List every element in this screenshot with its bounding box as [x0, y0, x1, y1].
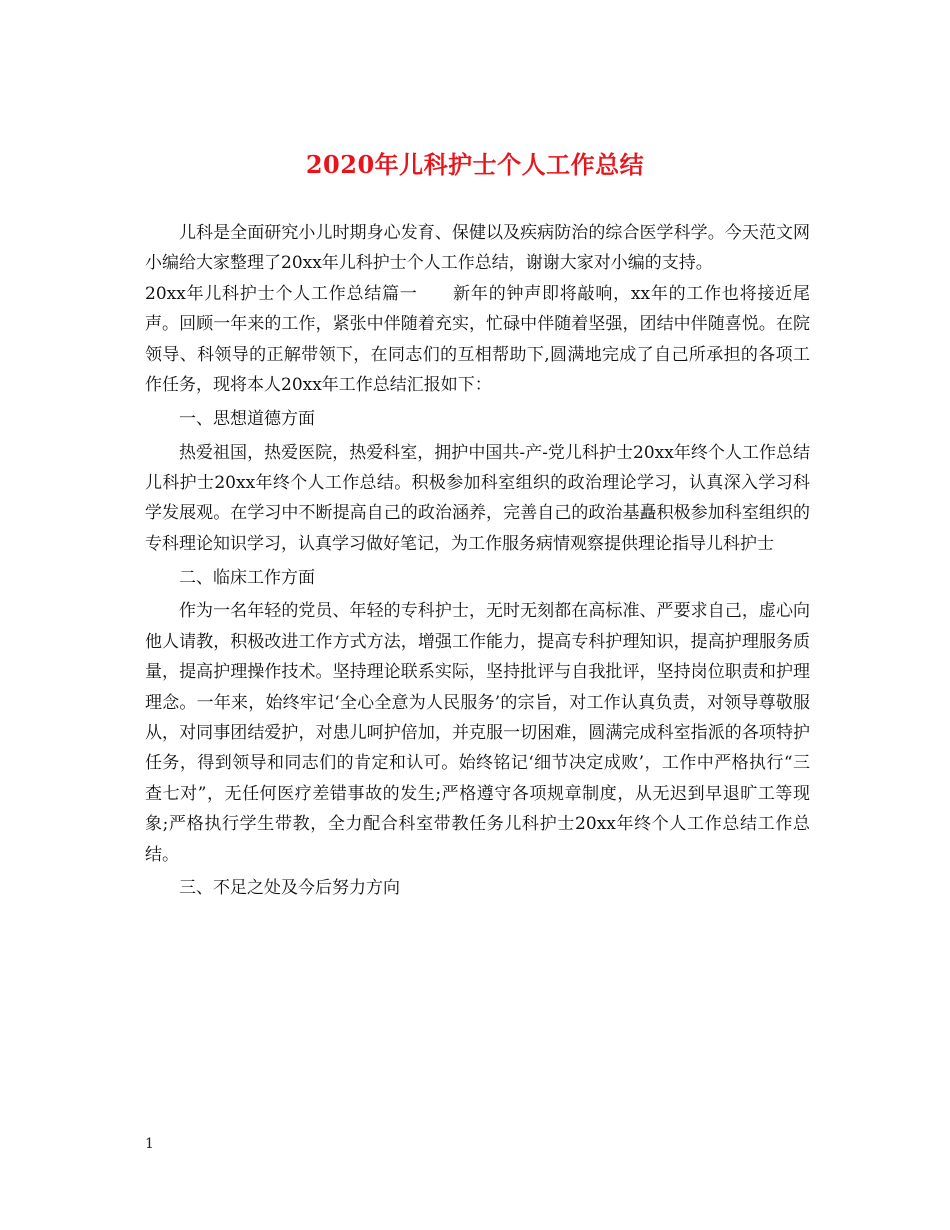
section-heading-shortcomings: 三、不足之处及今后努力方向	[179, 878, 400, 899]
paragraph-clinical: 作为一名年轻的党员、年轻的专科护士，无时无刻都在高标准、严要求自己，虚心向他人请教，积极改进工作方式方法，增强工作能力，提高专科护理知识，提高护理服务质量，提高护理操作技术。坚持理论联系实际，坚持批评与自我批评，坚持岗位职责和护理理念。一年来，始终牢记‘全心全意为人民服务’的宗旨，对工作认真负责，对领导尊敬服从，对同事团结爱护，对患儿呵护倍加，并克服一切困难，圆满完成科室指派的各项特护任务，得到领导和同志们的肯定和认可。始终铭记‘细节决定成败’，工作中严格执行“三查七对”，无任何医疗差错事故的发生;严格遵守各项规章制度，从无迟到早退旷工等现象;严格执行学生带教，全力配合科室带教任务儿科护士20xx年终个人工作总结工作总结。	[145, 601, 810, 865]
document-title: 2020年儿科护士个人工作总结	[305, 150, 645, 179]
document-body	[145, 218, 810, 907]
intro-paragraph: 儿科是全面研究小儿时期身心发育、保健以及疾病防治的综合医学科学。今天范文网小编给大家整理了20xx年儿科护士个人工作总结，谢谢大家对小编的支持。	[145, 223, 810, 274]
paragraph-ideology: 热爱祖国，热爱医院，热爱科室，拥护中国共-产-党儿科护士20xx年终个人工作总结儿科护士20xx年终个人工作总结。积极参加科室组织的政治理论学习，认真深入学习科学发展观。在学习中不断提高自己的政治涵养，完善自己的政治基矗积极参加科室组织的专科理论知识学习，认真学习做好笔记，为工作服务病情观察提供理论指导儿科护士	[145, 442, 810, 554]
section-heading-clinical: 二、临床工作方面	[179, 567, 315, 588]
page-number: 1	[145, 1136, 154, 1152]
article-paragraph-opening: 20xx年儿科护士个人工作总结篇一 新年的钟声即将敲响，xx年的工作也将接近尾声。回顾一年来的工作，紧张中伴随着充实，忙碌中伴随着坚强，团结中伴随喜悦。在院领导、科领导的正解带领下，在同志们的互相帮助下,圆满地完成了自己所承担的各项工作任务，现将本人20xx年工作总结汇报如下：	[145, 283, 810, 396]
section-heading-ideology: 一、思想道德方面	[179, 408, 315, 429]
